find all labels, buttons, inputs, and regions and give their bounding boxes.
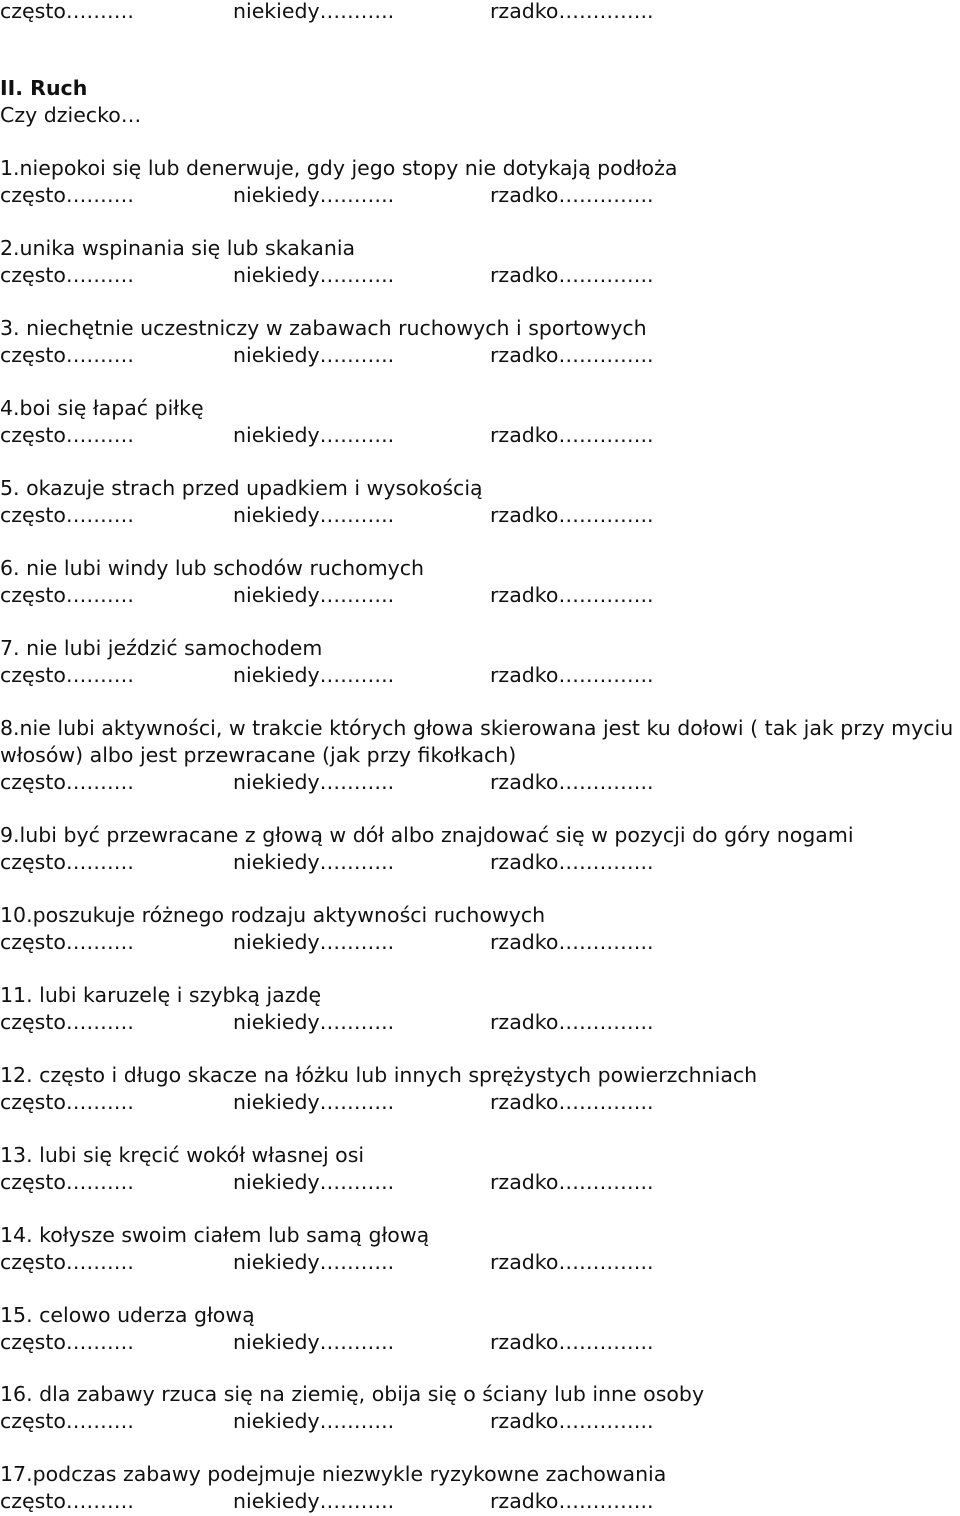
answer-rarely: rzadko………….. <box>490 0 654 23</box>
answer-often: często………. <box>0 1489 134 1513</box>
answer-often: często………. <box>0 1090 134 1114</box>
answer-rarely: rzadko………….. <box>490 770 654 794</box>
question-text: 7. nie lubi jeździć samochodem <box>0 636 323 660</box>
answer-often: często………. <box>0 850 134 874</box>
answer-rarely: rzadko………….. <box>490 583 654 607</box>
answer-often: często………. <box>0 183 134 207</box>
answer-sometimes: niekiedy……….. <box>233 930 395 954</box>
answer-sometimes: niekiedy……….. <box>233 503 395 527</box>
answer-sometimes: niekiedy……….. <box>233 1090 395 1114</box>
answer-sometimes: niekiedy……….. <box>233 263 395 287</box>
question-text: 4.boi się łapać piłkę <box>0 396 204 420</box>
answer-sometimes: niekiedy……….. <box>233 583 395 607</box>
answer-rarely: rzadko………….. <box>490 1489 654 1513</box>
question-text: 15. celowo uderza głową <box>0 1303 255 1327</box>
answer-rarely: rzadko………….. <box>490 1170 654 1194</box>
answer-often: często………. <box>0 1170 134 1194</box>
answer-often: często………. <box>0 423 134 447</box>
answer-often: często………. <box>0 770 134 794</box>
question-text: 13. lubi się kręcić wokół własnej osi <box>0 1143 365 1167</box>
answer-rarely: rzadko………….. <box>490 503 654 527</box>
answer-rarely: rzadko………….. <box>490 930 654 954</box>
answer-sometimes: niekiedy……….. <box>233 850 395 874</box>
answer-sometimes: niekiedy……….. <box>233 183 395 207</box>
answer-sometimes: niekiedy……….. <box>233 663 395 687</box>
answer-sometimes: niekiedy……….. <box>233 343 395 367</box>
answer-rarely: rzadko………….. <box>490 423 654 447</box>
answer-often: często………. <box>0 663 134 687</box>
answer-rarely: rzadko………….. <box>490 1250 654 1274</box>
answer-sometimes: niekiedy……….. <box>233 1010 395 1034</box>
question-text: 17.podczas zabawy podejmuje niezwykle ryzykowne zachowania <box>0 1462 667 1486</box>
answer-often: często………. <box>0 263 134 287</box>
answer-rarely: rzadko………….. <box>490 183 654 207</box>
answer-rarely: rzadko………….. <box>490 850 654 874</box>
answer-sometimes: niekiedy……….. <box>233 0 395 23</box>
section-subtitle: Czy dziecko… <box>0 103 142 127</box>
answer-often: często………. <box>0 930 134 954</box>
question-text: 5. okazuje strach przed upadkiem i wysokością <box>0 476 483 500</box>
answer-often: często………. <box>0 503 134 527</box>
answer-rarely: rzadko………….. <box>490 1090 654 1114</box>
answer-sometimes: niekiedy……….. <box>233 423 395 447</box>
answer-often: często………. <box>0 1409 134 1433</box>
answer-often: często………. <box>0 1330 134 1354</box>
answer-rarely: rzadko………….. <box>490 1010 654 1034</box>
answer-rarely: rzadko………….. <box>490 343 654 367</box>
question-text: 16. dla zabawy rzuca się na ziemię, obija się o ściany lub inne osoby <box>0 1382 705 1406</box>
question-text: 6. nie lubi windy lub schodów ruchomych <box>0 556 425 580</box>
answer-sometimes: niekiedy……….. <box>233 1409 395 1433</box>
question-text: 11. lubi karuzelę i szybką jazdę <box>0 983 322 1007</box>
answer-often: często………. <box>0 583 134 607</box>
question-text: 3. niechętnie uczestniczy w zabawach ruchowych i sportowych <box>0 316 647 340</box>
question-text: 9.lubi być przewracane z głową w dół albo znajdować się w pozycji do góry nogami <box>0 823 854 847</box>
answer-rarely: rzadko………….. <box>490 663 654 687</box>
question-text: 14. kołysze swoim ciałem lub samą głową <box>0 1223 430 1247</box>
answer-rarely: rzadko………….. <box>490 1409 654 1433</box>
answer-sometimes: niekiedy……….. <box>233 1489 395 1513</box>
answer-rarely: rzadko………….. <box>490 1330 654 1354</box>
section-title: II. Ruch <box>0 76 88 100</box>
answer-rarely: rzadko………….. <box>490 263 654 287</box>
question-text: 12. często i długo skacze na łóżku lub innych sprężystych powierzchniach <box>0 1063 758 1087</box>
question-text: 1.niepokoi się lub denerwuje, gdy jego stopy nie dotykają podłoża <box>0 156 678 180</box>
answer-often: często………. <box>0 1010 134 1034</box>
answer-sometimes: niekiedy……….. <box>233 1330 395 1354</box>
question-text: 2.unika wspinania się lub skakania <box>0 236 356 260</box>
question-text: 10.poszukuje różnego rodzaju aktywności ruchowych <box>0 903 546 927</box>
answer-sometimes: niekiedy……….. <box>233 1170 395 1194</box>
answer-often: często………. <box>0 343 134 367</box>
answer-sometimes: niekiedy……….. <box>233 770 395 794</box>
question-text: 8.nie lubi aktywności, w trakcie których głowa skierowana jest ku dołowi ( tak jak przy myciu włosów) albo jest przewracane (jak przy fikołkach) <box>0 716 954 767</box>
answer-often: często………. <box>0 1250 134 1274</box>
answer-sometimes: niekiedy……….. <box>233 1250 395 1274</box>
answer-often: często………. <box>0 0 134 23</box>
